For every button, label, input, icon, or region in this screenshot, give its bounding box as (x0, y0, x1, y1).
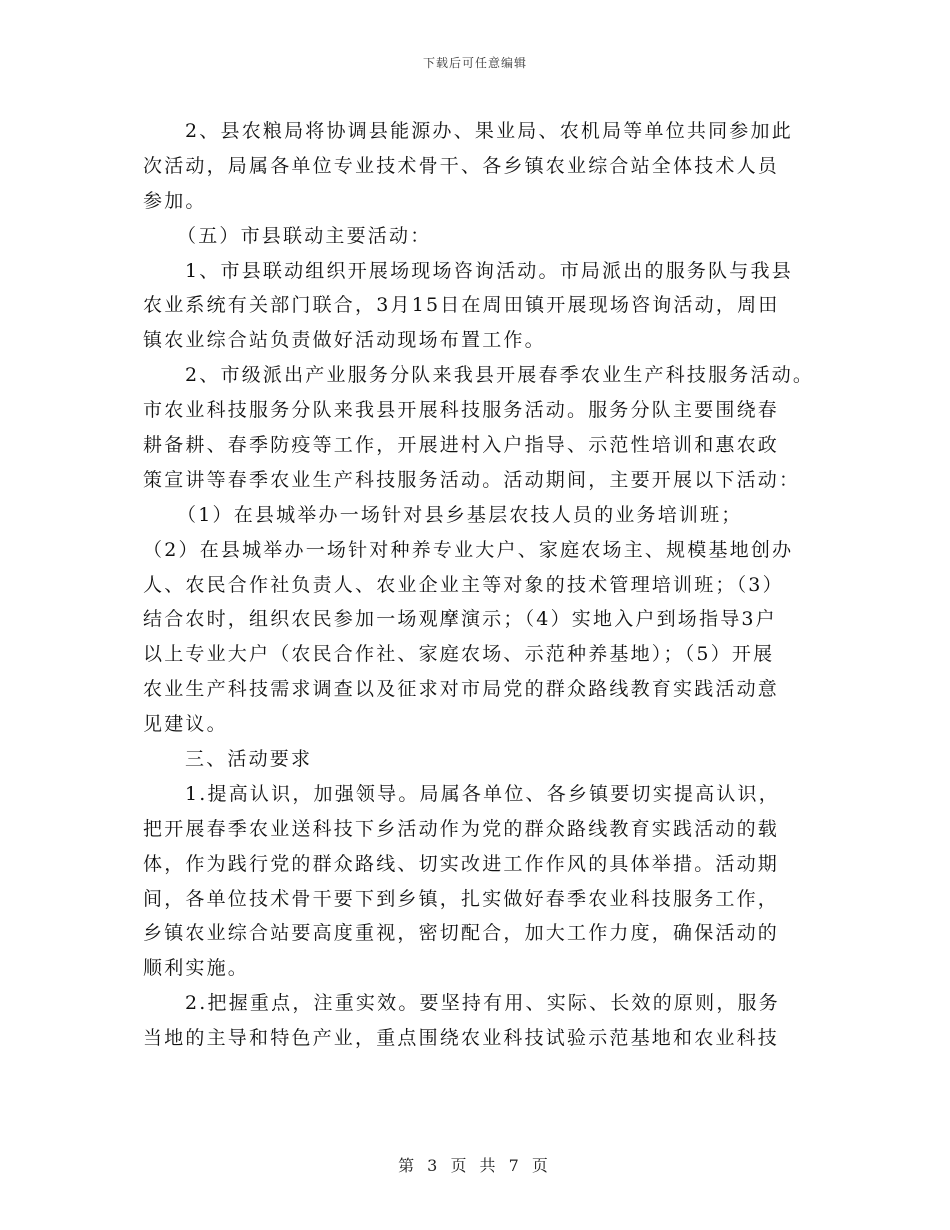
paragraph-line: （2）在县城举办一场针对种养专业大户、家庭农场主、规模基地创办 (143, 538, 794, 561)
paragraph-line: 见建议。 (143, 713, 228, 736)
section-heading: 三、活动要求 (185, 748, 313, 771)
paragraph-line: 人、农民合作社负责人、农业企业主等对象的技术管理培训班；（3） (143, 573, 784, 596)
paragraph-line: 顺利实施。 (143, 957, 250, 980)
paragraph-line: 耕备耕、春季防疫等工作，开展进村入户指导、示范性培训和惠农政 (143, 434, 780, 457)
document-body (143, 114, 823, 1056)
paragraph-line: 把开展春季农业送科技下乡活动作为党的群众路线教育实践活动的载 (143, 817, 780, 840)
page-number: 第 3 页 共 7 页 (398, 1156, 552, 1175)
paragraph-line: 策宣讲等春季农业生产科技服务活动。活动期间，主要开展以下活动： (143, 468, 801, 491)
paragraph-line: 次活动，局属各单位专业技术骨干、各乡镇农业综合站全体技术人员 (143, 154, 780, 177)
paragraph-line: 以上专业大户（农民合作社、家庭农场、示范种养基地）；（5）开展 (143, 643, 775, 666)
paragraph-line: 乡镇农业综合站要高度重视，密切配合，加大工作力度，确保活动的 (143, 922, 780, 945)
paragraph-line: 2、县农粮局将协调县能源办、果业局、农机局等单位共同参加此 (185, 120, 793, 142)
paragraph-line: 1、市县联动组织开展场现场咨询活动。市局派出的服务队与我县 (185, 259, 793, 282)
paragraph-line: （1）在县城举办一场针对县乡基层农技人员的业务培训班； (177, 503, 743, 526)
paragraph-line: 2、市级派出产业服务分队来我县开展春季农业生产科技服务活动。 (185, 364, 815, 387)
paragraph-line: 2.把握重点，注重实效。要坚持有用、实际、长效的原则，服务 (185, 992, 780, 1015)
paragraph-line: 结合农时，组织农民参加一场观摩演示；（4）实地入户到场指导3户 (143, 608, 777, 631)
page-header: 下载后可任意编辑 (422, 56, 527, 70)
paragraph-line: 镇农业综合站负责做好活动现场布置工作。 (143, 329, 546, 352)
paragraph-line: 农业系统有关部门联合，3月15日在周田镇开展现场咨询活动，周田 (143, 294, 780, 317)
paragraph-line: 参加。 (143, 189, 207, 212)
paragraph-line: 市农业科技服务分队来我县开展科技服务活动。服务分队主要围绕春 (143, 399, 780, 422)
paragraph-line: 当地的主导和特色产业，重点围绕农业科技试验示范基地和农业科技 (143, 1027, 780, 1050)
paragraph-line: 1.提高认识，加强领导。局属各单位、各乡镇要切实提高认识， (185, 782, 780, 805)
paragraph-line: 体，作为践行党的群众路线、切实改进工作作风的具体举措。活动期 (143, 852, 780, 875)
section-heading: （五）市县联动主要活动： (177, 224, 432, 247)
paragraph-line: 农业生产科技需求调查以及征求对市局党的群众路线教育实践活动意 (143, 678, 780, 701)
paragraph-line: 间，各单位技术骨干要下到乡镇，扎实做好春季农业科技服务工作， (143, 887, 780, 910)
